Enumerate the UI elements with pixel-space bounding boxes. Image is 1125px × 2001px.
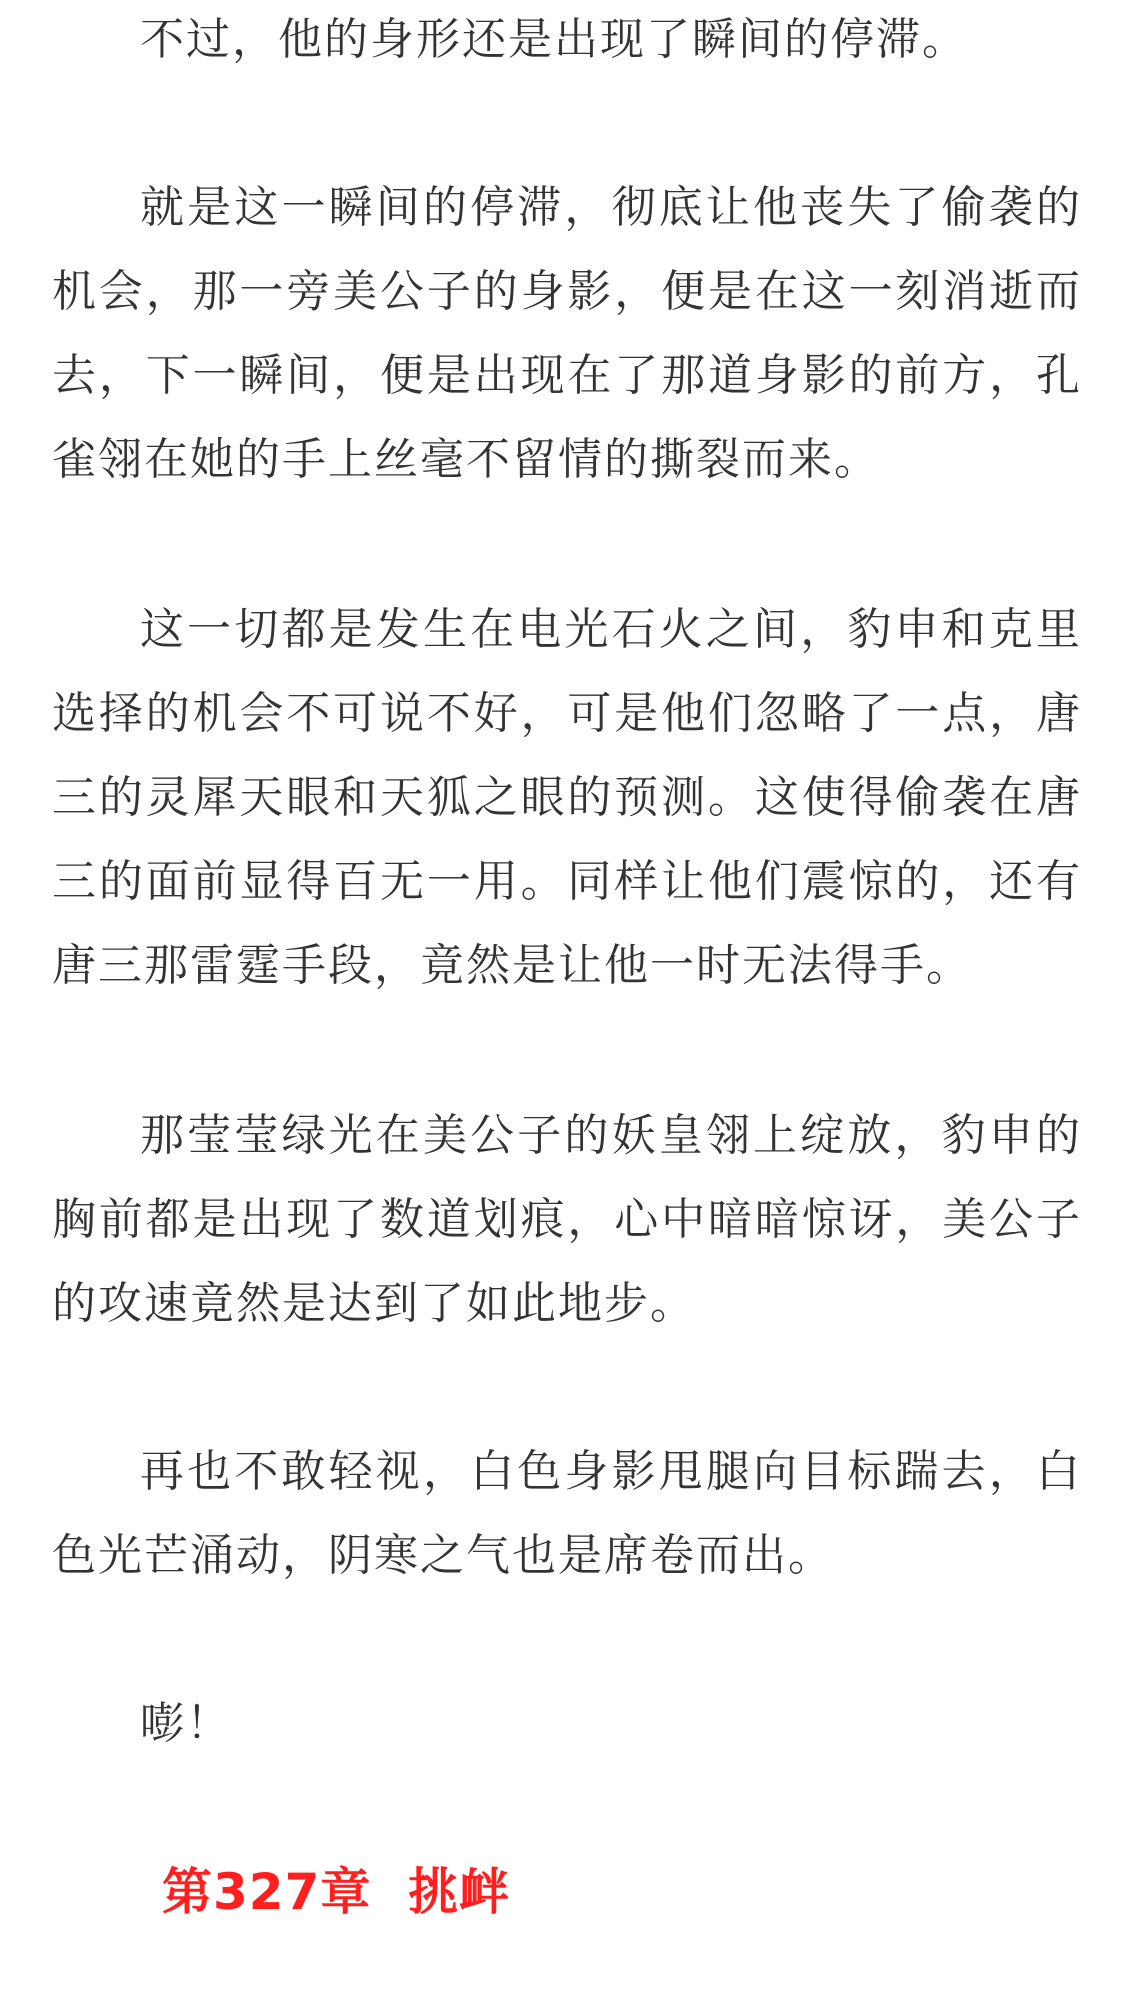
paragraph-4: 那莹莹绿光在美公子的妖皇翎上绽放，豹申的胸前都是出现了数道划痕，心中暗暗惊讶，美公子的攻速竟然是达到了如此地步。 (52, 1110, 1082, 1329)
paragraph-6: 嘭！ (140, 1698, 232, 1749)
chapter-title: 第327章 挑衅 (162, 1863, 511, 1921)
paragraph-1: 不过，他的身形还是出现了瞬间的停滞。 (140, 14, 968, 65)
paragraph-3: 这一切都是发生在电光石火之间，豹申和克里选择的机会不可说不好，可是他们忽略了一点，唐三的灵犀天眼和天狐之眼的预测。这使得偷袭在唐三的面前显得百无一用。同样让他们震惊的，还有唐三那雷霆手段，竟然是让他一时无法得手。 (52, 604, 1082, 991)
paragraph-5: 再也不敢轻视，白色身影甩腿向目标踹去，白色光芒涌动，阴寒之气也是席卷而出。 (52, 1446, 1082, 1581)
paragraph-2: 就是这一瞬间的停滞，彻底让他丧失了偷袭的机会，那一旁美公子的身影，便是在这一刻消逝而去，下一瞬间，便是出现在了那道身影的前方，孔雀翎在她的手上丝毫不留情的撕裂而来。 (52, 182, 1082, 485)
